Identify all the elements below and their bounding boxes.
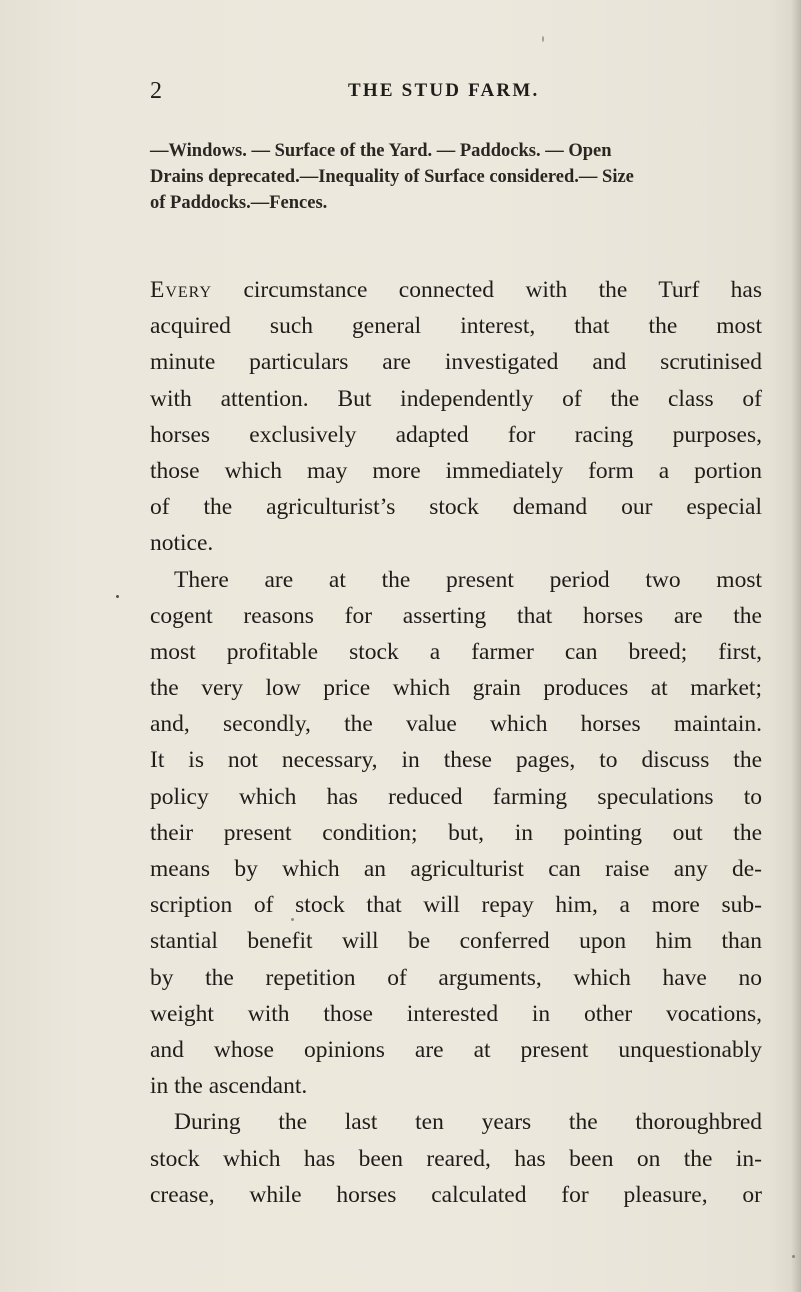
body-text bbox=[150, 272, 762, 1213]
paragraph-line: most profitable stock a farmer can breed; first, bbox=[150, 638, 762, 665]
chapter-synopsis bbox=[150, 138, 762, 216]
paper-speck bbox=[542, 36, 544, 42]
running-head bbox=[150, 78, 760, 108]
paper-speck bbox=[291, 918, 294, 921]
paragraph-line: in the ascendant. bbox=[150, 1073, 308, 1100]
paragraph-line: means by which an agriculturist can raise any de- bbox=[150, 856, 762, 882]
paragraph-line: stantial benefit will be conferred upon him than bbox=[150, 928, 762, 955]
paragraph-line: those which may more immediately form a portion bbox=[150, 457, 762, 484]
page-number: 2 bbox=[150, 78, 163, 104]
synopsis-line: of Paddocks.—Fences. bbox=[150, 193, 328, 213]
paragraph-line: stock which has been reared, has been on the in- bbox=[150, 1145, 762, 1172]
page-edge-shadow bbox=[791, 0, 801, 1292]
paragraph-line: minute particulars are investigated and scrutinised bbox=[150, 349, 762, 376]
opening-word: Every bbox=[150, 277, 213, 303]
running-title: THE STUD FARM. bbox=[348, 80, 540, 101]
paragraph-line: It is not necessary, in these pages, to discuss the bbox=[150, 747, 762, 774]
paragraph-line bbox=[150, 272, 762, 308]
paragraph-line: There are at the present period two most bbox=[174, 566, 762, 593]
paragraph-line: their present condition; but, in pointing out the bbox=[150, 819, 762, 846]
paragraph-line: policy which has reduced farming speculations to bbox=[150, 783, 762, 810]
paragraph-line: scription of stock that will repay him, a more sub- bbox=[150, 892, 762, 919]
opening-line-text: circumstance connected with the Turf has bbox=[212, 277, 762, 303]
paper-speck bbox=[792, 1255, 795, 1258]
paragraph-line: notice. bbox=[150, 530, 214, 557]
paragraph-line: acquired such general interest, that the most bbox=[150, 313, 762, 340]
paragraph-line: of the agriculturist’s stock demand our especial bbox=[150, 494, 762, 521]
paragraph-line: by the repetition of arguments, which have no bbox=[150, 964, 762, 991]
paragraph-line: and, secondly, the value which horses maintain. bbox=[150, 711, 762, 738]
paragraph-line: weight with those interested in other vocations, bbox=[150, 1000, 762, 1027]
paragraph-line: crease, while horses calculated for pleasure, or bbox=[150, 1181, 762, 1208]
paragraph-line: with attention. But independently of the class of bbox=[150, 385, 762, 412]
paragraph-line: cogent reasons for asserting that horses are the bbox=[150, 602, 762, 629]
paragraph-line: horses exclusively adapted for racing purposes, bbox=[150, 421, 762, 448]
synopsis-line: —Windows. — Surface of the Yard. — Paddocks. — Open bbox=[150, 141, 612, 161]
paragraph-line: the very low price which grain produces at market; bbox=[150, 675, 762, 702]
synopsis-line: Drains deprecated.—Inequality of Surface considered.— Size bbox=[150, 167, 634, 187]
paper-speck bbox=[116, 595, 119, 598]
paragraph-line: During the last ten years the thoroughbred bbox=[174, 1109, 762, 1136]
paragraph-line: and whose opinions are at present unquestionably bbox=[150, 1036, 762, 1063]
